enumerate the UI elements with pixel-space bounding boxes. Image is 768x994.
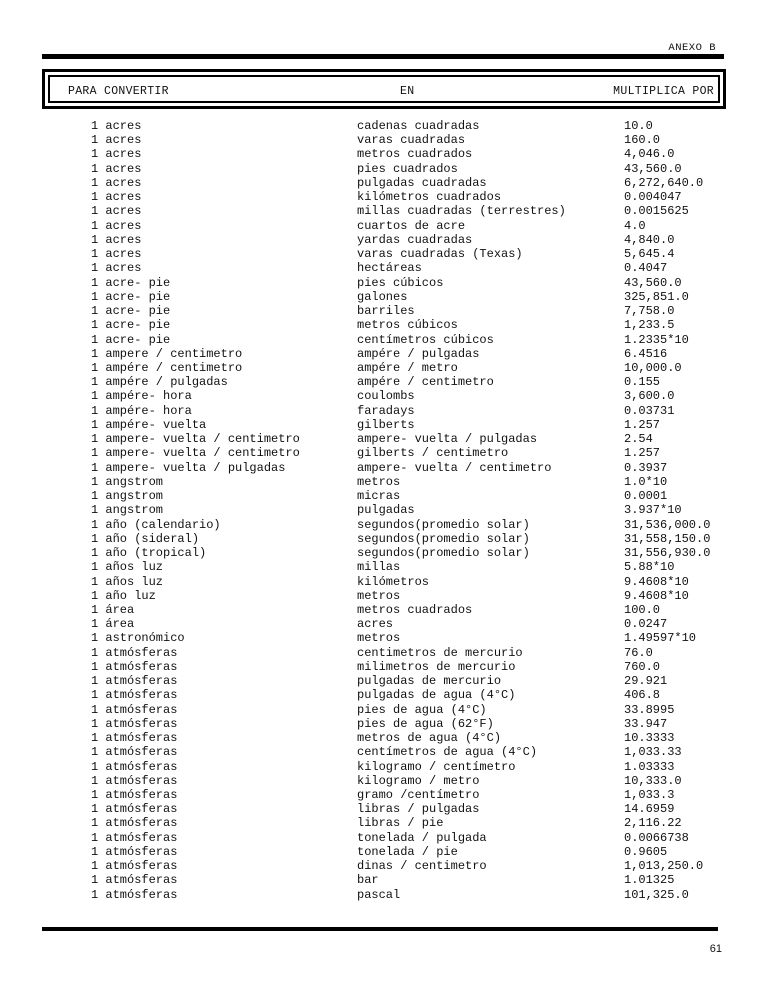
from-unit-cell: 1 acres	[91, 218, 142, 233]
from-unit-cell: 1 atmósferas	[91, 716, 178, 731]
header-to: EN	[400, 85, 415, 98]
factor-cell: 33.947	[624, 716, 668, 731]
from-unit-cell: 1 atmósferas	[91, 702, 178, 717]
table-row	[0, 760, 768, 774]
from-unit-cell: 1 atmósferas	[91, 688, 178, 703]
to-unit-cell: pies de agua (62°F)	[357, 716, 494, 731]
factor-cell: 4,046.0	[624, 147, 675, 162]
table-row	[0, 745, 768, 759]
factor-cell: 1,013,250.0	[624, 859, 704, 874]
to-unit-cell: kilogramo / centímetro	[357, 759, 516, 774]
to-unit-cell: ampére / centimetro	[357, 375, 494, 390]
from-unit-cell: 1 ampere- vuelta / centimetro	[91, 446, 300, 461]
to-unit-cell: metros cúbicos	[357, 318, 458, 333]
header-factor: MULTIPLICA POR	[613, 85, 714, 98]
from-unit-cell: 1 atmósferas	[91, 802, 178, 817]
from-unit-cell: 1 ampére / centimetro	[91, 360, 243, 375]
factor-cell: 3.937*10	[624, 503, 682, 518]
from-unit-cell: 1 acre- pie	[91, 318, 171, 333]
table-row	[0, 660, 768, 674]
from-unit-cell: 1 ampére- hora	[91, 403, 192, 418]
to-unit-cell: coulombs	[357, 389, 415, 404]
to-unit-cell: faradays	[357, 403, 415, 418]
from-unit-cell: 1 atmósferas	[91, 731, 178, 746]
to-unit-cell: gilberts / centimetro	[357, 446, 509, 461]
table-row	[0, 845, 768, 859]
to-unit-cell: ampere- vuelta / centimetro	[357, 460, 552, 475]
to-unit-cell: galones	[357, 289, 408, 304]
page-number: 61	[709, 943, 722, 955]
table-row	[0, 176, 768, 190]
table-row	[0, 347, 768, 361]
factor-cell: 3,600.0	[624, 389, 675, 404]
table-row	[0, 276, 768, 290]
table-row	[0, 888, 768, 902]
factor-cell: 2.54	[624, 432, 653, 447]
table-row	[0, 290, 768, 304]
from-unit-cell: 1 acres	[91, 261, 142, 276]
from-unit-cell: 1 acres	[91, 175, 142, 190]
to-unit-cell: centímetros cúbicos	[357, 332, 494, 347]
from-unit-cell: 1 atmósferas	[91, 745, 178, 760]
factor-cell: 406.8	[624, 688, 661, 703]
factor-cell: 9.4608*10	[624, 574, 689, 589]
from-unit-cell: 1 acres	[91, 204, 142, 219]
to-unit-cell: metros de agua (4°C)	[357, 731, 502, 746]
from-unit-cell: 1 acres	[91, 119, 142, 133]
from-unit-cell: 1 atmósferas	[91, 773, 178, 788]
table-row	[0, 503, 768, 517]
from-unit-cell: 1 año (tropical)	[91, 546, 207, 561]
from-unit-cell: 1 año luz	[91, 588, 156, 603]
from-unit-cell: 1 angstrom	[91, 474, 164, 489]
from-unit-cell: 1 acres	[91, 232, 142, 247]
table-row	[0, 575, 768, 589]
table-row	[0, 688, 768, 702]
factor-cell: 0.4047	[624, 261, 668, 276]
to-unit-cell: tonelada / pulgada	[357, 830, 487, 845]
factor-cell: 10,333.0	[624, 773, 682, 788]
factor-cell: 2,116.22	[624, 816, 682, 831]
table-row	[0, 731, 768, 745]
from-unit-cell: 1 ampére- hora	[91, 389, 192, 404]
from-unit-cell: 1 acres	[91, 190, 142, 205]
table-row	[0, 304, 768, 318]
from-unit-cell: 1 atmósferas	[91, 844, 178, 859]
table-row	[0, 646, 768, 660]
to-unit-cell: metros	[357, 588, 401, 603]
factor-cell: 31,558,150.0	[624, 531, 711, 546]
factor-cell: 10,000.0	[624, 360, 682, 375]
to-unit-cell: millas	[357, 560, 401, 575]
table-row	[0, 674, 768, 688]
to-unit-cell: micras	[357, 489, 401, 504]
to-unit-cell: ampére / metro	[357, 360, 458, 375]
from-unit-cell: 1 ampere- vuelta / pulgadas	[91, 460, 286, 475]
from-unit-cell: 1 área	[91, 617, 135, 632]
factor-cell: 43,560.0	[624, 275, 682, 290]
to-unit-cell: centímetros de agua (4°C)	[357, 745, 538, 760]
factor-cell: 0.0015625	[624, 204, 689, 219]
from-unit-cell: 1 año (calendario)	[91, 517, 221, 532]
from-unit-cell: 1 acre- pie	[91, 289, 171, 304]
from-unit-cell: 1 ampére- vuelta	[91, 417, 207, 432]
table-row	[0, 432, 768, 446]
factor-cell: 160.0	[624, 133, 661, 148]
from-unit-cell: 1 atmósferas	[91, 816, 178, 831]
to-unit-cell: varas cuadradas (Texas)	[357, 247, 523, 262]
from-unit-cell: 1 acres	[91, 247, 142, 262]
table-row	[0, 831, 768, 845]
to-unit-cell: libras / pie	[357, 816, 444, 831]
from-unit-cell: 1 ampere- vuelta / centimetro	[91, 432, 300, 447]
to-unit-cell: segundos(promedio solar)	[357, 531, 530, 546]
table-row	[0, 233, 768, 247]
factor-cell: 10.3333	[624, 731, 675, 746]
to-unit-cell: pascal	[357, 887, 401, 902]
factor-cell: 43,560.0	[624, 161, 682, 176]
from-unit-cell: 1 atmósferas	[91, 788, 178, 803]
table-row	[0, 404, 768, 418]
from-unit-cell: 1 atmósferas	[91, 859, 178, 874]
factor-cell: 4,840.0	[624, 232, 675, 247]
table-row	[0, 859, 768, 873]
header-from: PARA CONVERTIR	[68, 85, 169, 98]
factor-cell: 33.8995	[624, 702, 675, 717]
to-unit-cell: segundos(promedio solar)	[357, 546, 530, 561]
to-unit-cell: metros	[357, 474, 401, 489]
to-unit-cell: kilómetros cuadrados	[357, 190, 502, 205]
to-unit-cell: pies de agua (4°C)	[357, 702, 487, 717]
table-row	[0, 190, 768, 204]
to-unit-cell: pulgadas	[357, 503, 415, 518]
factor-cell: 1,033.33	[624, 745, 682, 760]
to-unit-cell: metros	[357, 631, 401, 646]
factor-cell: 0.155	[624, 375, 661, 390]
to-unit-cell: pulgadas de mercurio	[357, 674, 502, 689]
to-unit-cell: kilogramo / metro	[357, 773, 480, 788]
factor-cell: 1.49597*10	[624, 631, 697, 646]
table-row	[0, 318, 768, 332]
table-row	[0, 816, 768, 830]
factor-cell: 14.6959	[624, 802, 675, 817]
table-row	[0, 603, 768, 617]
table-row	[0, 147, 768, 161]
from-unit-cell: 1 atmósferas	[91, 674, 178, 689]
bottom-rule	[42, 927, 718, 931]
table-row	[0, 204, 768, 218]
factor-cell: 4.0	[624, 218, 646, 233]
to-unit-cell: pulgadas cuadradas	[357, 175, 487, 190]
factor-cell: 1.257	[624, 417, 661, 432]
table-row	[0, 418, 768, 432]
from-unit-cell: 1 años luz	[91, 560, 164, 575]
table-row	[0, 703, 768, 717]
from-unit-cell: 1 acre- pie	[91, 304, 171, 319]
factor-cell: 1,233.5	[624, 318, 675, 333]
table-header-inner-border	[48, 75, 720, 103]
to-unit-cell: kilómetros	[357, 574, 430, 589]
top-rule	[42, 54, 724, 59]
factor-cell: 0.0001	[624, 489, 668, 504]
from-unit-cell: 1 acre- pie	[91, 275, 171, 290]
to-unit-cell: ampére / pulgadas	[357, 346, 480, 361]
to-unit-cell: acres	[357, 617, 394, 632]
factor-cell: 1.03333	[624, 759, 675, 774]
factor-cell: 10.0	[624, 119, 653, 133]
factor-cell: 100.0	[624, 602, 661, 617]
to-unit-cell: ampere- vuelta / pulgadas	[357, 432, 538, 447]
table-row	[0, 261, 768, 275]
table-row	[0, 560, 768, 574]
from-unit-cell: 1 angstrom	[91, 503, 164, 518]
factor-cell: 1,033.3	[624, 788, 675, 803]
to-unit-cell: bar	[357, 873, 379, 888]
table-row	[0, 389, 768, 403]
table-row	[0, 119, 768, 133]
table-row	[0, 446, 768, 460]
to-unit-cell: yardas cuadradas	[357, 232, 473, 247]
from-unit-cell: 1 años luz	[91, 574, 164, 589]
table-row	[0, 489, 768, 503]
from-unit-cell: 1 acres	[91, 147, 142, 162]
table-row	[0, 375, 768, 389]
factor-cell: 0.004047	[624, 190, 682, 205]
table-row	[0, 219, 768, 233]
from-unit-cell: 1 atmósferas	[91, 830, 178, 845]
from-unit-cell: 1 acres	[91, 133, 142, 148]
to-unit-cell: dinas / centimetro	[357, 859, 487, 874]
from-unit-cell: 1 ampere / centimetro	[91, 346, 243, 361]
table-row	[0, 788, 768, 802]
factor-cell: 6,272,640.0	[624, 175, 704, 190]
table-header	[42, 69, 726, 109]
conversion-table	[0, 119, 768, 902]
from-unit-cell: 1 área	[91, 602, 135, 617]
factor-cell: 31,556,930.0	[624, 546, 711, 561]
table-row	[0, 774, 768, 788]
to-unit-cell: cuartos de acre	[357, 218, 466, 233]
table-row	[0, 247, 768, 261]
to-unit-cell: metros cuadrados	[357, 147, 473, 162]
table-row	[0, 631, 768, 645]
factor-cell: 9.4608*10	[624, 588, 689, 603]
table-row	[0, 546, 768, 560]
to-unit-cell: gramo /centímetro	[357, 788, 480, 803]
from-unit-cell: 1 atmósferas	[91, 887, 178, 902]
to-unit-cell: libras / pulgadas	[357, 802, 480, 817]
factor-cell: 0.0247	[624, 617, 668, 632]
factor-cell: 6.4516	[624, 346, 668, 361]
to-unit-cell: pies cúbicos	[357, 275, 444, 290]
to-unit-cell: cadenas cuadradas	[357, 119, 480, 133]
to-unit-cell: centimetros de mercurio	[357, 645, 523, 660]
from-unit-cell: 1 angstrom	[91, 489, 164, 504]
factor-cell: 7,758.0	[624, 304, 675, 319]
table-row	[0, 361, 768, 375]
table-row	[0, 518, 768, 532]
table-row	[0, 589, 768, 603]
factor-cell: 29.921	[624, 674, 668, 689]
factor-cell: 1.2335*10	[624, 332, 689, 347]
factor-cell: 0.9605	[624, 844, 668, 859]
annex-label: ANEXO B	[668, 42, 716, 54]
to-unit-cell: milimetros de mercurio	[357, 659, 516, 674]
from-unit-cell: 1 acre- pie	[91, 332, 171, 347]
to-unit-cell: segundos(promedio solar)	[357, 517, 530, 532]
table-row	[0, 475, 768, 489]
factor-cell: 1.0*10	[624, 474, 668, 489]
factor-cell: 0.0066738	[624, 830, 689, 845]
table-row	[0, 802, 768, 816]
table-row	[0, 717, 768, 731]
to-unit-cell: gilberts	[357, 417, 415, 432]
factor-cell: 760.0	[624, 659, 661, 674]
from-unit-cell: 1 atmósferas	[91, 659, 178, 674]
to-unit-cell: barriles	[357, 304, 415, 319]
factor-cell: 1.257	[624, 446, 661, 461]
from-unit-cell: 1 acres	[91, 161, 142, 176]
to-unit-cell: pulgadas de agua (4°C)	[357, 688, 516, 703]
to-unit-cell: tonelada / pie	[357, 844, 458, 859]
factor-cell: 31,536,000.0	[624, 517, 711, 532]
factor-cell: 101,325.0	[624, 887, 689, 902]
from-unit-cell: 1 atmósferas	[91, 873, 178, 888]
table-row	[0, 133, 768, 147]
from-unit-cell: 1 atmósferas	[91, 759, 178, 774]
factor-cell: 0.3937	[624, 460, 668, 475]
factor-cell: 5,645.4	[624, 247, 675, 262]
to-unit-cell: pies cuadrados	[357, 161, 458, 176]
factor-cell: 325,851.0	[624, 289, 689, 304]
table-row	[0, 532, 768, 546]
table-row	[0, 461, 768, 475]
table-row	[0, 162, 768, 176]
to-unit-cell: hectáreas	[357, 261, 422, 276]
to-unit-cell: metros cuadrados	[357, 602, 473, 617]
factor-cell: 5.88*10	[624, 560, 675, 575]
from-unit-cell: 1 ampére / pulgadas	[91, 375, 228, 390]
factor-cell: 76.0	[624, 645, 653, 660]
table-row	[0, 617, 768, 631]
from-unit-cell: 1 año (sideral)	[91, 531, 200, 546]
from-unit-cell: 1 astronómico	[91, 631, 185, 646]
to-unit-cell: millas cuadradas (terrestres)	[357, 204, 566, 219]
factor-cell: 0.03731	[624, 403, 675, 418]
table-row	[0, 333, 768, 347]
table-row	[0, 873, 768, 887]
factor-cell: 1.01325	[624, 873, 675, 888]
from-unit-cell: 1 atmósferas	[91, 645, 178, 660]
to-unit-cell: varas cuadradas	[357, 133, 466, 148]
